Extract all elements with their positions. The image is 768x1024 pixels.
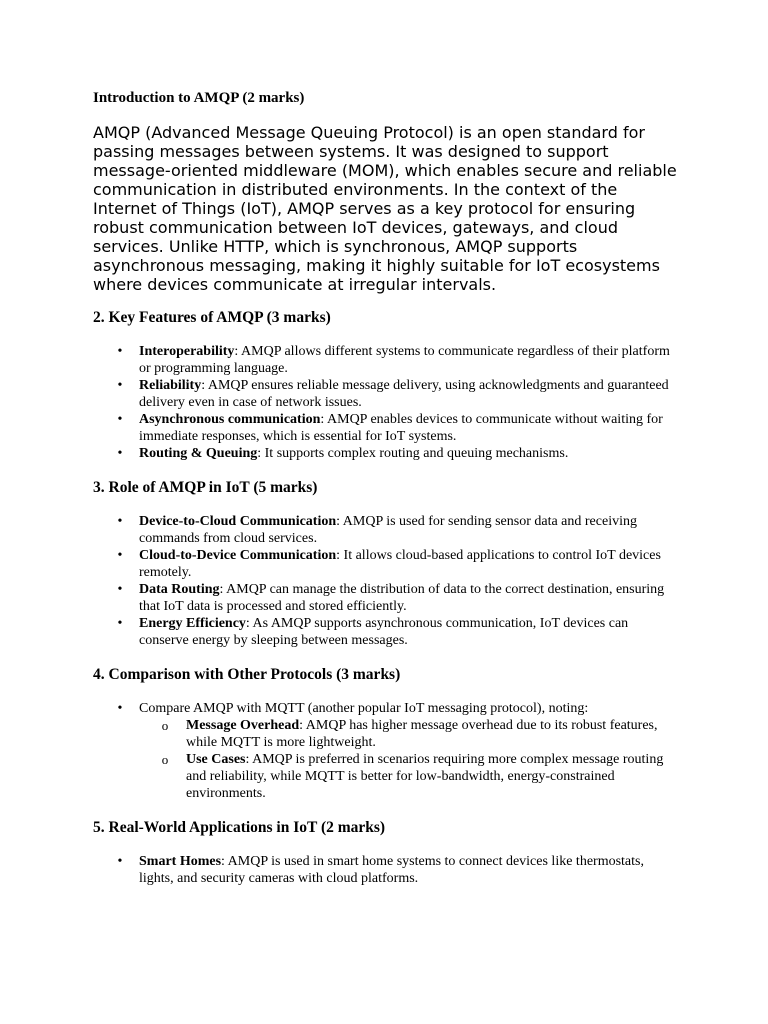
item-term: Data Routing bbox=[139, 582, 220, 597]
item-text: : It allows cloud-based applications to control IoT devices remotely. bbox=[139, 548, 661, 580]
bullet-icon: • bbox=[117, 378, 123, 393]
item-text: Compare AMQP with MQTT (another popular IoT messaging protocol), noting: bbox=[139, 701, 589, 716]
key-features-list bbox=[93, 343, 678, 462]
item-text: : AMQP allows different systems to communicate regardless of their platform or programming language. bbox=[139, 344, 670, 376]
bullet-icon: • bbox=[117, 514, 123, 529]
sublist-item bbox=[139, 751, 678, 802]
item-term: Asynchronous communication bbox=[139, 412, 321, 427]
item-term: Cloud-to-Device Communication bbox=[139, 548, 337, 563]
section-2-heading: 2. Key Features of AMQP (3 marks) bbox=[93, 309, 331, 326]
role-list bbox=[93, 513, 678, 649]
item-term: Smart Homes bbox=[139, 854, 222, 869]
comparison-list bbox=[93, 700, 678, 802]
item-term: Use Cases bbox=[186, 752, 246, 767]
bullet-icon: • bbox=[117, 412, 123, 427]
item-text: : AMQP ensures reliable message delivery, using acknowledgments and guaranteed delivery even in case of network issues. bbox=[139, 378, 669, 410]
bullet-icon: • bbox=[117, 701, 123, 716]
list-item bbox=[93, 615, 678, 649]
item-term: Routing & Queuing bbox=[139, 446, 258, 461]
list-item bbox=[93, 411, 678, 445]
list-item bbox=[93, 547, 678, 581]
item-text: : AMQP is used in smart home systems to connect devices like thermostats, lights, and security cameras with cloud platforms. bbox=[139, 854, 644, 886]
list-item bbox=[93, 853, 678, 887]
section-4-heading: 4. Comparison with Other Protocols (3 marks) bbox=[93, 666, 401, 683]
item-text: : AMQP is preferred in scenarios requiring more complex message routing and reliability, while MQTT is better for low-bandwidth, energy-constrained environments. bbox=[186, 752, 664, 801]
list-item bbox=[93, 343, 678, 377]
bullet-icon: • bbox=[117, 582, 123, 597]
applications-list bbox=[93, 853, 678, 887]
item-text: : It supports complex routing and queuing mechanisms. bbox=[257, 446, 569, 461]
item-text: : AMQP can manage the distribution of data to the correct destination, ensuring that IoT data is processed and stored efficiently. bbox=[139, 582, 665, 614]
list-item bbox=[93, 700, 678, 802]
circle-bullet-icon: o bbox=[161, 752, 169, 767]
list-item bbox=[93, 581, 678, 615]
item-text: : AMQP has higher message overhead due to its robust features, while MQTT is more lightweight. bbox=[186, 718, 658, 750]
intro-heading: Introduction to AMQP (2 marks) bbox=[93, 90, 305, 106]
list-item bbox=[93, 513, 678, 547]
bullet-icon: • bbox=[117, 548, 123, 563]
item-text: : As AMQP supports asynchronous communication, IoT devices can conserve energy by sleeping between messages. bbox=[139, 616, 629, 648]
bullet-icon: • bbox=[117, 854, 123, 869]
intro-paragraph: AMQP (Advanced Message Queuing Protocol) is an open standard for passing messages between systems. It was designed to support message-oriented middleware (MOM), which enables secure and reliable communication in distributed environments. In the context of the Internet of Things (IoT), AMQP serves as a key protocol for ensuring robust communication between IoT devices, gateways, and cloud services. Unlike HTTP, which is synchronous, AMQP supports asynchronous messaging, making it highly suitable for IoT ecosystems where devices communicate at irregular intervals. bbox=[93, 123, 677, 294]
bullet-icon: • bbox=[117, 616, 123, 631]
sublist-item bbox=[139, 717, 678, 751]
list-item bbox=[93, 377, 678, 411]
bullet-icon: • bbox=[117, 446, 123, 461]
item-term: Device-to-Cloud Communication bbox=[139, 514, 337, 529]
item-text: : AMQP is used for sending sensor data and receiving commands from cloud services. bbox=[139, 514, 637, 546]
comparison-sublist bbox=[139, 717, 678, 802]
item-text: : AMQP enables devices to communicate without waiting for immediate responses, which is essential for IoT systems. bbox=[139, 412, 663, 444]
bullet-icon: • bbox=[117, 344, 123, 359]
item-term: Interoperability bbox=[139, 344, 235, 359]
section-3-heading: 3. Role of AMQP in IoT (5 marks) bbox=[93, 479, 318, 496]
item-term: Reliability bbox=[139, 378, 202, 393]
item-term: Message Overhead bbox=[186, 718, 300, 733]
item-term: Energy Efficiency bbox=[139, 616, 246, 631]
document-content bbox=[93, 89, 678, 904]
section-5-heading: 5. Real-World Applications in IoT (2 marks) bbox=[93, 819, 386, 836]
list-item bbox=[93, 445, 678, 462]
circle-bullet-icon: o bbox=[161, 718, 169, 733]
